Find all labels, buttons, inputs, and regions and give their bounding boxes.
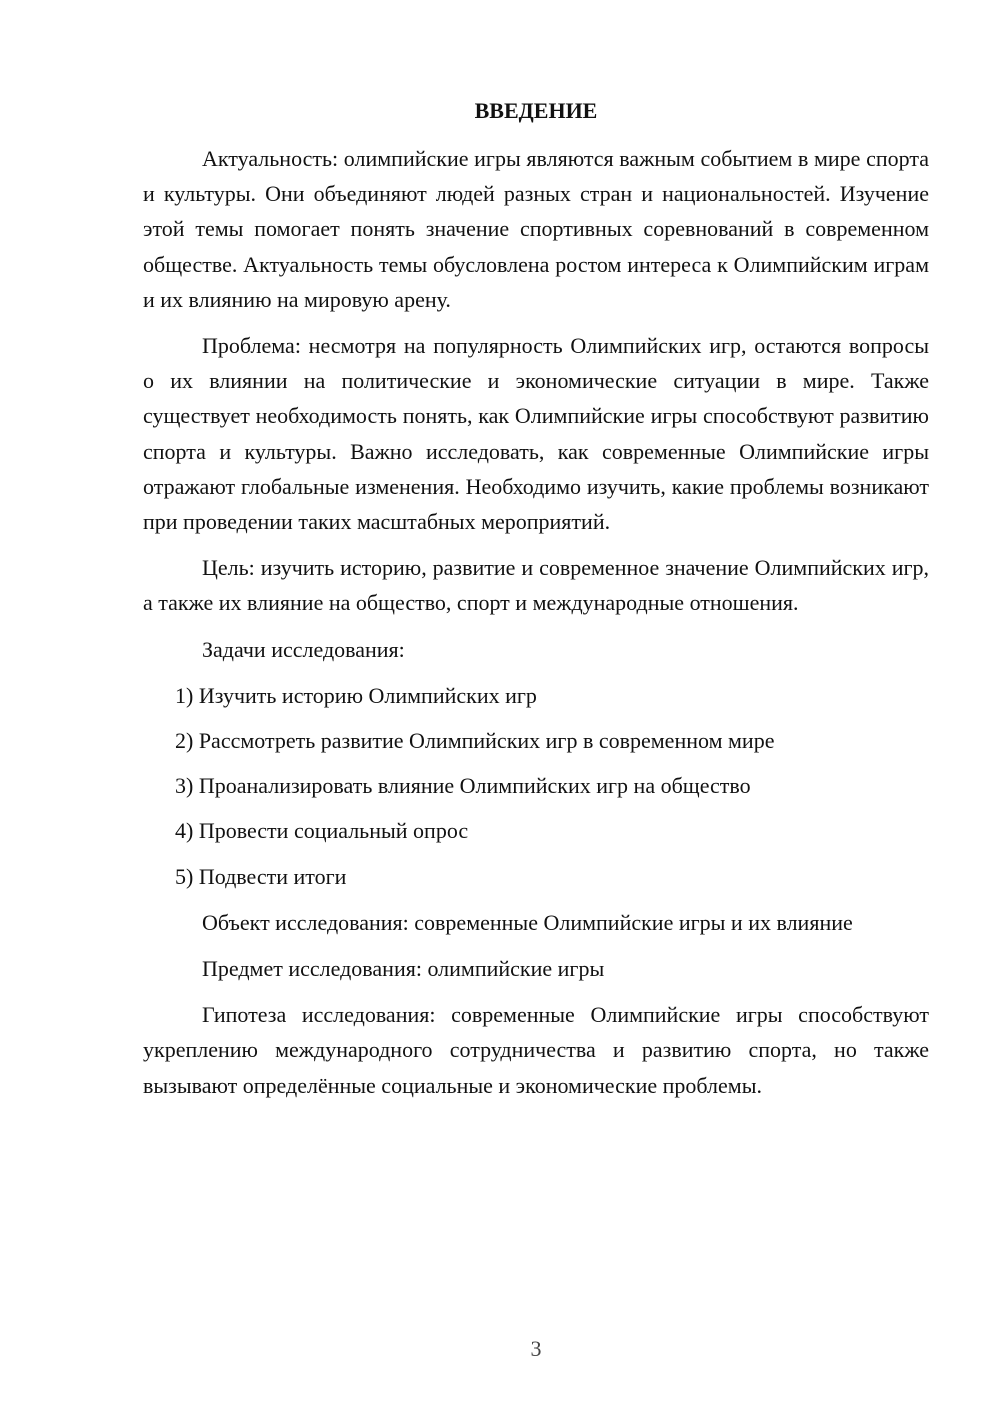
- task-item: 5) Подвести итоги: [175, 863, 347, 889]
- hypothesis-paragraph: Гипотеза исследования: современные Олимпийские игры способствуют укреплению международного сотрудничества и развитию спорта, но также вызывают определённые социальные и экономические проблемы.: [143, 1002, 929, 1098]
- task-item: 2) Рассмотреть развитие Олимпийских игр в современном мире: [175, 728, 775, 754]
- task-item: 3) Проанализировать влияние Олимпийских игр на общество: [175, 773, 751, 799]
- goal-paragraph: Цель: изучить историю, развитие и современное значение Олимпийских игр, а также их влияние на общество, спорт и международные отношения.: [143, 555, 929, 616]
- page-number: 3: [530, 1336, 542, 1361]
- tasks-list: [143, 678, 929, 894]
- tasks-title: Задачи исследования:: [202, 636, 405, 662]
- task-item: 1) Изучить историю Олимпийских игр: [175, 682, 537, 708]
- document-body: [143, 141, 929, 1114]
- problem-paragraph: Проблема: несмотря на популярность Олимпийских игр, остаются вопросы о их влиянии на политические и экономические ситуации в мире. Также существует необходимость понять, как Олимпийские игры способствуют развитию спорта и культуры. Важно исследовать, как современные Олимпийские игры отражают глобальные изменения. Необходимо изучить, какие проблемы возникают при проведении таких масштабных мероприятий.: [143, 333, 929, 535]
- subject-paragraph: Предмет исследования: олимпийские игры: [202, 956, 605, 982]
- task-item: 4) Провести социальный опрос: [175, 818, 469, 844]
- object-paragraph: Объект исследования: современные Олимпийские игры и их влияние: [202, 909, 853, 935]
- relevance-paragraph: Актуальность: олимпийские игры являются важным событием в мире спорта и культуры. Они объединяют людей разных стран и национальностей. Изучение этой темы помогает понять значение спортивных соревнований в современном обществе. Актуальность темы обусловлена ростом интереса к Олимпийским играм и их влиянию на мировую арену.: [143, 146, 929, 312]
- page-title: ВВЕДЕНИЕ: [474, 98, 598, 123]
